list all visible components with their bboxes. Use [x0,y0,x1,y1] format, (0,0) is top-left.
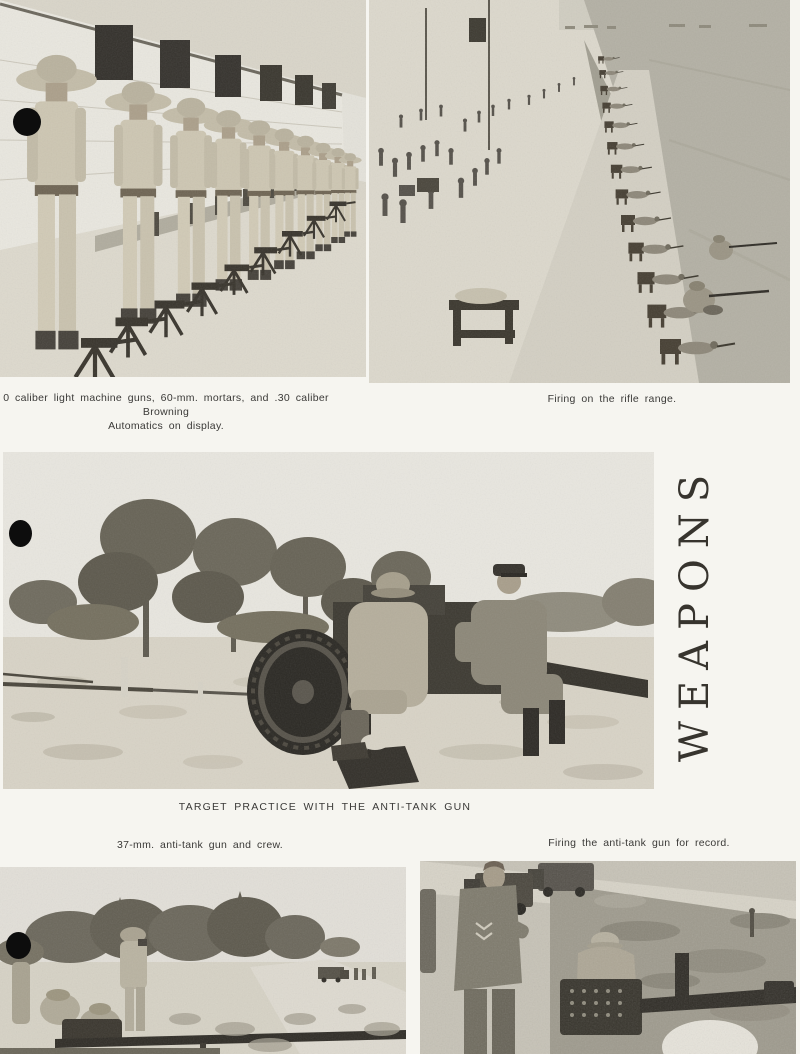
photo-target-practice [3,452,654,789]
caption-gun-crew: 37-mm. anti-tank gun and crew. [116,839,284,851]
photo-weapons-display [0,0,366,377]
caption-weapons-display-line2: Automatics on display. [108,420,224,432]
caption-rifle-range: Firing on the rifle range. [547,393,677,405]
hole-punch [13,108,41,136]
target-practice-scene [3,452,654,789]
weapons-display-scene [0,0,366,377]
caption-weapons-display [0,391,344,433]
rifle-range-scene [369,0,790,383]
caption-weapons-display-line1: 0 caliber light machine guns, 60-mm. mortars, and .30 caliber Browning [3,392,329,418]
section-title-weapons: WEAPONS [672,463,718,763]
photo-rifle-range [369,0,790,383]
hole-punch [6,932,31,959]
photo-gun-crew [0,867,406,1054]
hole-punch [9,520,32,547]
caption-target-practice: TARGET PRACTICE WITH THE ANTI-TANK GUN [178,801,472,813]
gun-crew-scene [0,867,406,1054]
photo-firing-record [420,861,796,1054]
caption-firing-record: Firing the anti-tank gun for record. [548,837,730,849]
firing-record-scene [420,861,796,1054]
